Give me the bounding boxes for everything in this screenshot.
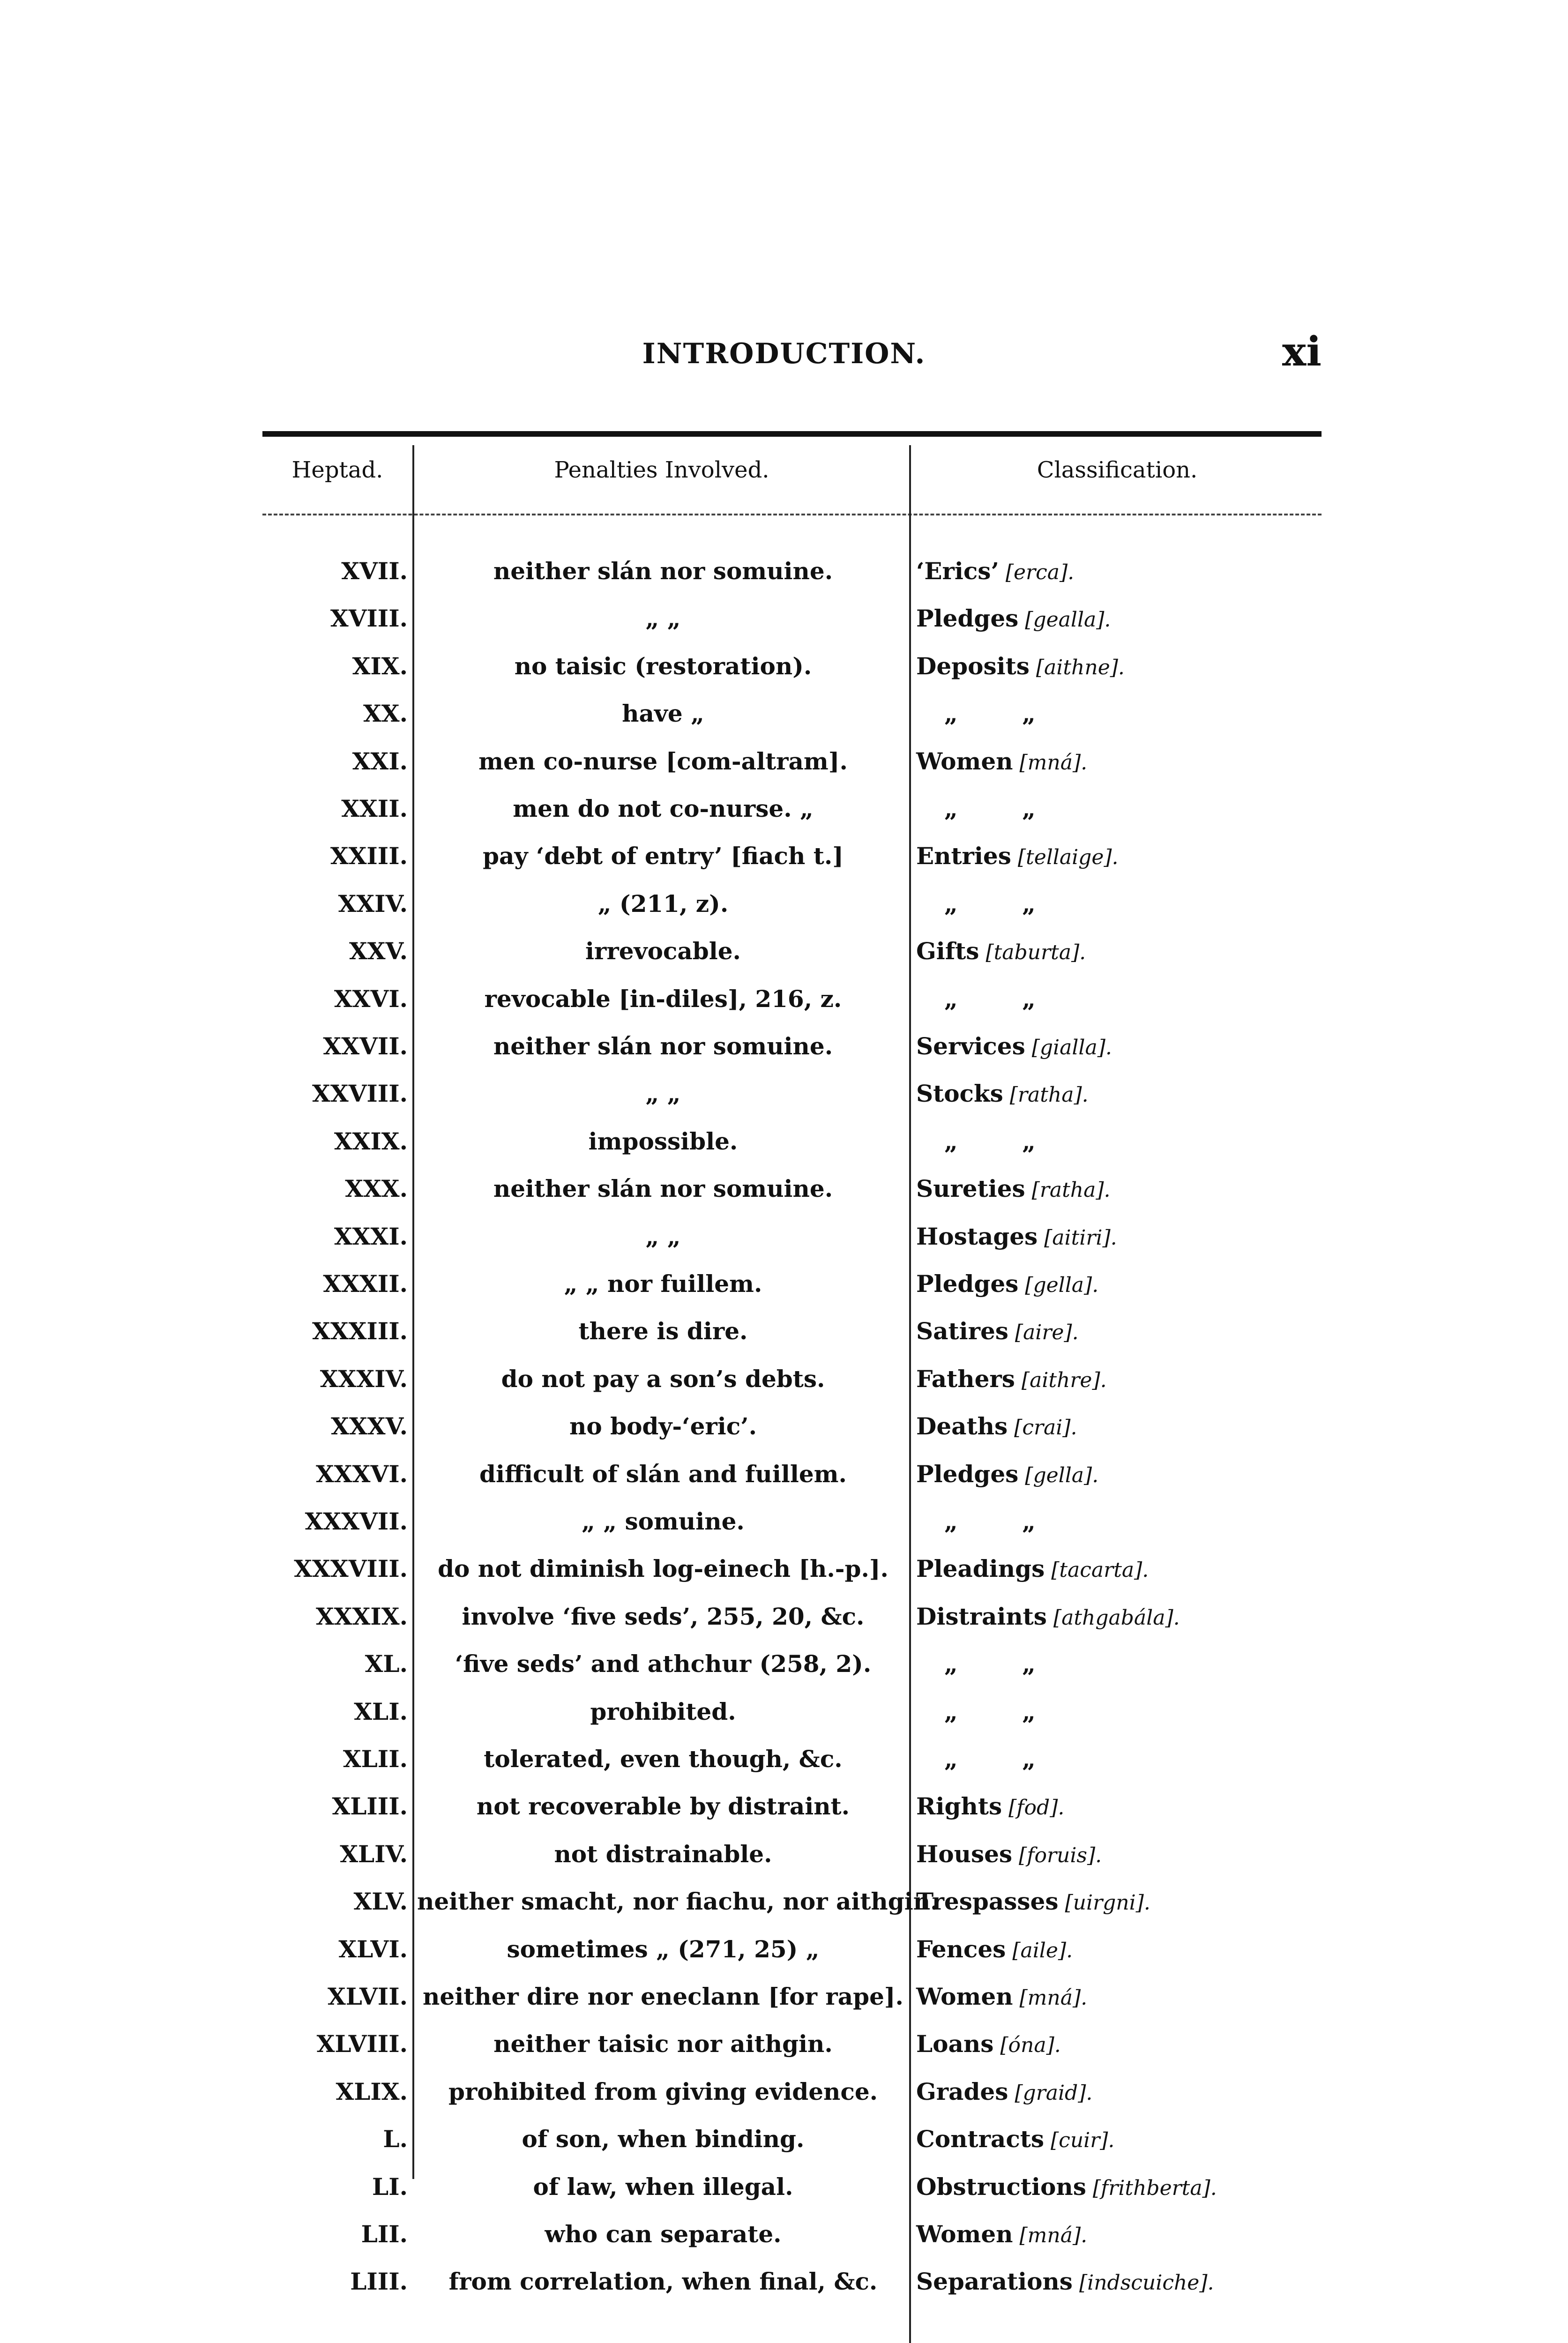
classification-cell: Gifts [taburta]. <box>916 937 1086 965</box>
penalty-cell: involve ‘five seds’, 255, 20, &c. <box>462 1603 865 1630</box>
classification-cell: Deaths [crai]. <box>916 1412 1077 1440</box>
table-row <box>262 642 1322 690</box>
penalty-cell: „ „ nor fuillem. <box>564 1270 762 1298</box>
penalty-cell: who can separate. <box>545 2220 782 2248</box>
heptad-cell: XLIV. <box>340 1840 408 1868</box>
irish-term: [frithberta]. <box>1086 2176 1217 2200</box>
irish-term: [gella]. <box>1018 1273 1099 1297</box>
classification-cell: Pledges [gella]. <box>916 1460 1099 1488</box>
classification-cell: „ „ <box>944 1698 1064 1725</box>
column-header-heptad: Heptad. <box>291 457 383 483</box>
penalty-cell: there is dire. <box>578 1317 748 1345</box>
table-row <box>262 880 1322 928</box>
irish-term: [taburta]. <box>979 940 1086 964</box>
classification-cell: „ „ <box>944 1650 1064 1678</box>
penalty-cell: men do not co-nurse. „ <box>513 795 814 822</box>
heptad-cell: XXXII. <box>323 1270 408 1298</box>
classification-cell: Sureties [ratha]. <box>916 1175 1111 1202</box>
classification-cell: „ „ <box>944 1745 1064 1773</box>
irish-term: [aithre]. <box>1015 1368 1107 1392</box>
classification-cell: Grades [graid]. <box>916 2078 1093 2105</box>
heptad-cell: XXIII. <box>330 842 408 870</box>
classification-cell: Fathers [aithre]. <box>916 1365 1107 1393</box>
irish-term: [athgabála]. <box>1046 1606 1180 1630</box>
heptad-cell: XLVIII. <box>316 2030 408 2058</box>
penalty-cell: no body-‘eric’. <box>569 1412 757 1440</box>
table-row <box>262 1403 1322 1450</box>
classification-cell: Distraints [athgabála]. <box>916 1603 1180 1630</box>
heptad-cell: XXV. <box>349 937 408 965</box>
classification-cell: „ „ <box>944 700 1064 727</box>
penalty-cell: „ „ <box>645 1223 681 1250</box>
table-row <box>262 2163 1322 2211</box>
table-row <box>262 1213 1322 1261</box>
table-row <box>262 1593 1322 1641</box>
penalty-cell: „ „ <box>645 604 681 632</box>
irish-term: [gialla]. <box>1025 1036 1112 1060</box>
heptad-cell: XLI. <box>354 1698 408 1725</box>
heptad-cell: XXIV. <box>338 890 408 918</box>
classification-cell: Pledges [gealla]. <box>916 604 1111 632</box>
heptad-cell: XXII. <box>341 795 408 822</box>
heptad-cell: XXXIX. <box>316 1603 408 1630</box>
irish-term: [cuir]. <box>1044 2128 1115 2152</box>
table-row <box>262 1022 1322 1070</box>
penalty-cell: neither taisic nor aithgin. <box>493 2030 833 2058</box>
heptad-cell: XXXVIII. <box>294 1555 408 1582</box>
heptad-cell: XXXVII. <box>305 1507 408 1535</box>
heptad-cell: L. <box>383 2125 408 2153</box>
running-title: INTRODUCTION. <box>642 337 926 370</box>
irish-term: [ratha]. <box>1025 1178 1111 1202</box>
table-row <box>262 975 1322 1023</box>
table-row <box>262 1735 1322 1783</box>
penalty-cell: ‘five seds’ and athchur (258, 2). <box>455 1650 872 1678</box>
table-row <box>262 1070 1322 1118</box>
table-row <box>262 1640 1322 1688</box>
table-row <box>262 1545 1322 1593</box>
penalty-cell: revocable [in-diles], 216, z. <box>484 985 842 1013</box>
heptad-cell: XLIII. <box>332 1792 408 1820</box>
irish-term: [ratha]. <box>1003 1083 1089 1107</box>
heptad-cell: XX. <box>363 700 408 727</box>
irish-term: [tacarta]. <box>1045 1558 1149 1582</box>
heptad-cell: XLV. <box>353 1888 408 1915</box>
table-row <box>262 690 1322 738</box>
penalty-cell: neither slán nor somuine. <box>493 1175 833 1202</box>
classification-cell: Women [mná]. <box>916 2220 1088 2248</box>
penalty-cell: not recoverable by distraint. <box>476 1792 850 1820</box>
penalty-cell: men co-nurse [com-altram]. <box>478 747 848 775</box>
table-row <box>262 1973 1322 2021</box>
table-row <box>262 832 1322 880</box>
table-row <box>262 738 1322 785</box>
irish-term: [uirgni]. <box>1058 1891 1150 1915</box>
irish-term: [aile]. <box>1006 1939 1073 1962</box>
heptad-cell: XXXIV. <box>320 1365 408 1393</box>
heptad-cell: XXIX. <box>334 1127 408 1155</box>
heptad-cell: XLVII. <box>328 1983 408 2010</box>
penalty-cell: from correlation, when final, &c. <box>448 2268 878 2295</box>
classification-cell: „ „ <box>944 795 1064 822</box>
heptad-cell: XXVIII. <box>312 1080 408 1107</box>
table-row <box>262 1165 1322 1213</box>
heptad-cell: XXX. <box>345 1175 408 1202</box>
table-row <box>262 2210 1322 2258</box>
irish-term: [aithne]. <box>1029 656 1125 679</box>
classification-cell: Services [gialla]. <box>916 1032 1112 1060</box>
penalty-cell: „ „ somuine. <box>582 1507 745 1535</box>
irish-term: [mná]. <box>1013 2224 1088 2247</box>
penalty-cell: neither slán nor somuine. <box>493 1032 833 1060</box>
irish-term: [gella]. <box>1018 1463 1099 1487</box>
table-row <box>262 1925 1322 1973</box>
penalty-cell: neither slán nor somuine. <box>493 557 833 585</box>
heptad-cell: XXXIII. <box>312 1317 408 1345</box>
table-row <box>262 2020 1322 2068</box>
irish-term: [indscuiche]. <box>1072 2271 1214 2295</box>
table-row <box>262 785 1322 833</box>
classification-cell: Loans [óna]. <box>916 2030 1061 2058</box>
table-row <box>262 1307 1322 1355</box>
table-row <box>262 1688 1322 1736</box>
penalty-cell: no taisic (restoration). <box>514 652 812 680</box>
classification-cell: Pledges [gella]. <box>916 1270 1099 1298</box>
classification-cell: „ „ <box>944 1507 1064 1535</box>
penalty-cell: of son, when binding. <box>522 2125 805 2153</box>
classification-cell: „ „ <box>944 890 1064 918</box>
classification-cell: Houses [foruis]. <box>916 1840 1102 1868</box>
heptad-cell: LII. <box>361 2220 408 2248</box>
penalty-cell: have „ <box>622 700 704 727</box>
penalty-cell: irrevocable. <box>585 937 741 965</box>
top-rule <box>262 431 1322 437</box>
classification-cell: Fences [aile]. <box>916 1935 1073 1963</box>
classification-cell: Entries [tellaige]. <box>916 842 1119 870</box>
irish-term: [aitiri]. <box>1038 1226 1117 1250</box>
penalty-cell: prohibited. <box>590 1698 736 1725</box>
table-row <box>262 1118 1322 1165</box>
irish-term: [foruis]. <box>1012 1843 1102 1867</box>
irish-term: [fod]. <box>1002 1796 1065 1820</box>
penalty-cell: sometimes „ (271, 25) „ <box>507 1935 820 1963</box>
irish-term: [erca]. <box>999 560 1075 584</box>
classification-cell: Hostages [aitiri]. <box>916 1223 1117 1250</box>
table-row <box>262 547 1322 595</box>
table-row <box>262 2115 1322 2163</box>
penalty-cell: prohibited from giving evidence. <box>448 2078 878 2105</box>
table-row <box>262 1783 1322 1830</box>
classification-cell: Stocks [ratha]. <box>916 1080 1089 1107</box>
irish-term: [crai]. <box>1008 1416 1077 1440</box>
heptad-cell: XVIII. <box>330 604 408 632</box>
penalty-cell: impossible. <box>588 1127 738 1155</box>
classification-cell: Contracts [cuir]. <box>916 2125 1115 2153</box>
heptad-cell: XXXV. <box>331 1412 408 1440</box>
classification-cell: Separations [indscuiche]. <box>916 2268 1214 2295</box>
penalty-cell: tolerated, even though, &c. <box>484 1745 843 1773</box>
classification-cell: „ „ <box>944 1127 1064 1155</box>
irish-term: [gealla]. <box>1018 608 1111 632</box>
column-header-penalties: Penalties Involved. <box>554 457 769 483</box>
penalty-cell: do not diminish log-einech [h.-p.]. <box>438 1555 889 1582</box>
classification-cell: Obstructions [frithberta]. <box>916 2173 1217 2201</box>
heptad-cell: LI. <box>372 2173 408 2201</box>
penalty-cell: „ (211, z). <box>597 890 729 918</box>
classification-cell: Deposits [aithne]. <box>916 652 1125 680</box>
classification-cell: Rights [fod]. <box>916 1792 1065 1820</box>
table-row <box>262 2068 1322 2116</box>
heptad-cell: XIX. <box>352 652 408 680</box>
heptad-cell: XXXVI. <box>316 1460 408 1488</box>
heptad-cell: XLIX. <box>336 2078 408 2105</box>
heptad-cell: XXXI. <box>334 1223 408 1250</box>
penalty-cell: do not pay a son’s debts. <box>501 1365 825 1393</box>
penalty-cell: not distrainable. <box>554 1840 772 1868</box>
irish-term: [mná]. <box>1013 751 1088 775</box>
penalty-cell: neither dire nor eneclann [for rape]. <box>423 1983 903 2010</box>
penalty-cell: difficult of slán and fuillem. <box>479 1460 847 1488</box>
classification-cell: Satires [aire]. <box>916 1317 1079 1345</box>
table-row <box>262 1830 1322 1878</box>
table-row <box>262 1878 1322 1925</box>
penalty-cell: neither smacht, nor fiachu, nor aithgin. <box>417 1888 939 1915</box>
classification-cell: Pleadings [tacarta]. <box>916 1555 1149 1582</box>
classification-cell: Trespasses [uirgni]. <box>916 1888 1150 1915</box>
table-row <box>262 1355 1322 1403</box>
penalty-cell: pay ‘debt of entry’ [fiach t.] <box>483 842 844 870</box>
classification-cell: Women [mná]. <box>916 747 1088 775</box>
heptad-cell: XLVI. <box>338 1935 408 1963</box>
irish-term: [óna]. <box>993 2033 1061 2057</box>
table-row <box>262 1260 1322 1308</box>
heptad-cell: XLII. <box>343 1745 408 1773</box>
table-row <box>262 1498 1322 1545</box>
heptad-cell: XXVI. <box>334 985 408 1013</box>
column-header-classification: Classification. <box>1037 457 1198 483</box>
heptad-cell: XVII. <box>341 557 408 585</box>
table-row <box>262 2258 1322 2306</box>
heptad-cell: XXVII. <box>323 1032 408 1060</box>
irish-term: [graid]. <box>1008 2081 1093 2105</box>
heptad-cell: XL. <box>365 1650 408 1678</box>
irish-term: [mná]. <box>1013 1986 1088 2010</box>
table-row <box>262 1450 1322 1498</box>
penalty-cell: of law, when illegal. <box>533 2173 793 2201</box>
irish-term: [tellaige]. <box>1011 845 1119 869</box>
heptad-cell: LIII. <box>350 2268 408 2295</box>
heptad-cell: XXI. <box>352 747 408 775</box>
irish-term: [aire]. <box>1008 1321 1079 1344</box>
table-row <box>262 927 1322 975</box>
classification-cell: Women [mná]. <box>916 1983 1088 2010</box>
table-row <box>262 595 1322 642</box>
classification-cell: ‘Erics’ [erca]. <box>916 557 1075 585</box>
classification-cell: „ „ <box>944 985 1064 1013</box>
header-dashed-rule <box>262 514 1322 515</box>
page-number: xi <box>1282 328 1322 375</box>
penalty-cell: „ „ <box>645 1080 681 1107</box>
